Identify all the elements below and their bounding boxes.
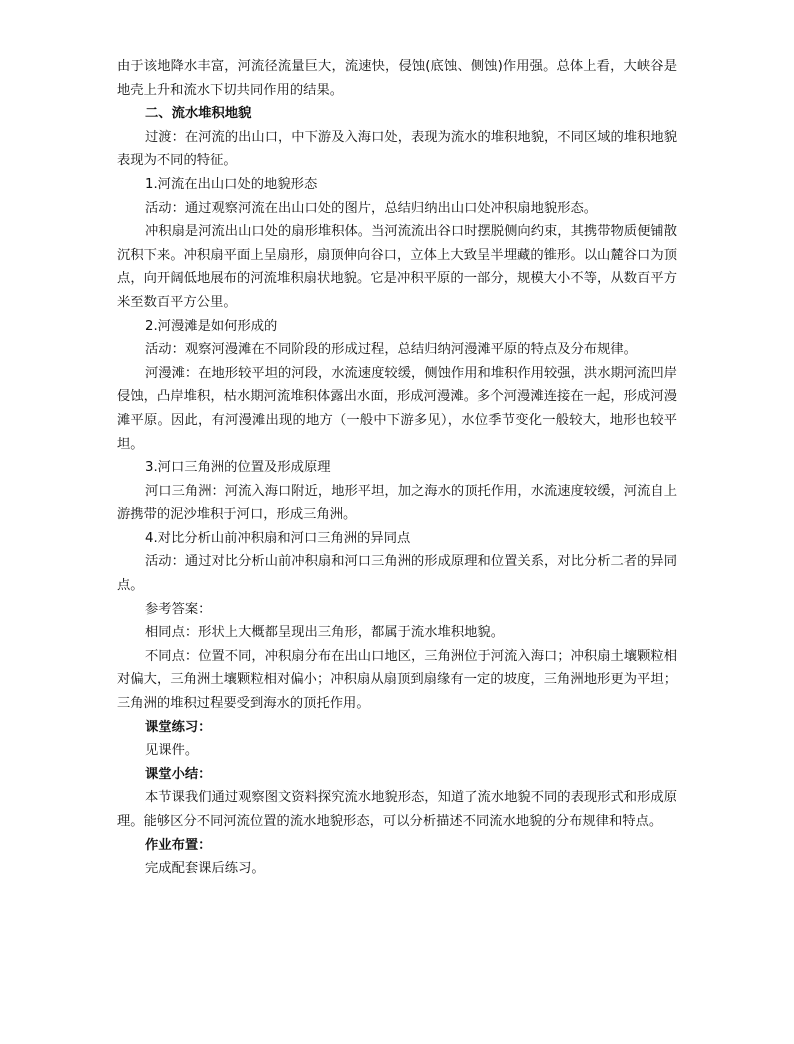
- paragraph-activity-2: 活动：观察河漫滩在不同阶段的形成过程，总结归纳河漫滩平原的特点及分布规律。: [145, 342, 637, 358]
- heading-class-summary: 课堂小结：: [145, 766, 212, 782]
- paragraph-intro: 由于该地降水丰富，河流径流量巨大，流速快，侵蚀(底蚀、侧蚀)作用强。总体上看，大峡谷是地壳上升和流水下切共同作用的结果。: [117, 59, 677, 98]
- paragraph-class-summary: 本节课我们通过观察图文资料探究流水地貌形态，知道了流水地貌不同的表现形式和形成原理。能够区分不同河流位置的流水地貌形态，可以分析描述不同流水地貌的分布规律和特点。: [117, 790, 677, 829]
- reference-answer-label: 参考答案：: [145, 601, 212, 617]
- paragraph-activity-4: 活动：通过对比分析山前冲积扇和河口三角洲的形成原理和位置关系，对比分析二者的异同点。: [117, 554, 677, 594]
- subheading-delta: 3.河口三角洲的位置及形成原理: [145, 460, 331, 476]
- document-page: [117, 55, 677, 881]
- paragraph-alluvial-fan: 冲积扇是河流出山口处的扇形堆积体。当河流流出谷口时摆脱侧向约束，其携带物质便铺散沉积下来。冲积扇平面上呈扇形，扇顶伸向谷口，立体上大致呈半埋藏的锥形。以山麓谷口为顶点，向开阔低地展布的河流堆积扇状地貌。它是冲积平原的一部分，规模大小不等，从数百平方米至数百平方公里。: [117, 224, 677, 310]
- paragraph-activity-1: 活动：通过观察河流在出山口处的图片，总结归纳出山口处冲积扇地貌形态。: [145, 200, 598, 216]
- paragraph-differences: 不同点：位置不同，冲积扇分布在出山口地区，三角洲位于河流入海口；冲积扇土壤颗粒相对偏大，三角洲土壤颗粒相对偏小；冲积扇从扇顶到扇缘有一定的坡度，三角洲地形更为平坦；三角洲的堆积过程要受到海水的顶托作用。: [117, 648, 677, 712]
- section-heading-deposition: 二、流水堆积地貌: [145, 106, 252, 122]
- paragraph-class-exercise: 见课件。: [145, 743, 199, 759]
- heading-class-exercise: 课堂练习：: [145, 719, 212, 735]
- paragraph-floodplain: 河漫滩：在地形较平坦的河段，水流速度较缓，侧蚀作用和堆积作用较强，洪水期河流凹岸侵蚀，凸岸堆积，枯水期河流堆积体露出水面，形成河漫滩。多个河漫滩连接在一起，形成河漫滩平原。因此，有河漫滩出现的地方（一般中下游多见），水位季节变化一般较大，地形也较平坦。: [117, 365, 677, 452]
- paragraph-homework: 完成配套课后练习。: [145, 861, 265, 877]
- paragraph-similarities: 相同点：形状上大概都呈现出三角形，都属于流水堆积地貌。: [145, 625, 505, 641]
- subheading-floodplain: 2.河漫滩是如何形成的: [145, 318, 278, 334]
- paragraph-delta: 河口三角洲：河流入海口附近，地形平坦，加之海水的顶托作用，水流速度较缓，河流自上游携带的泥沙堆积于河口，形成三角洲。: [117, 483, 677, 523]
- heading-homework: 作业布置：: [145, 837, 212, 853]
- paragraph-transition: 过渡：在河流的出山口，中下游及入海口处，表现为流水的堆积地貌，不同区域的堆积地貌表现为不同的特征。: [117, 129, 677, 169]
- subheading-comparison: 4.对比分析山前冲积扇和河口三角洲的异同点: [145, 530, 411, 546]
- subheading-alluvial-fan: 1.河流在出山口处的地貌形态: [145, 176, 318, 192]
